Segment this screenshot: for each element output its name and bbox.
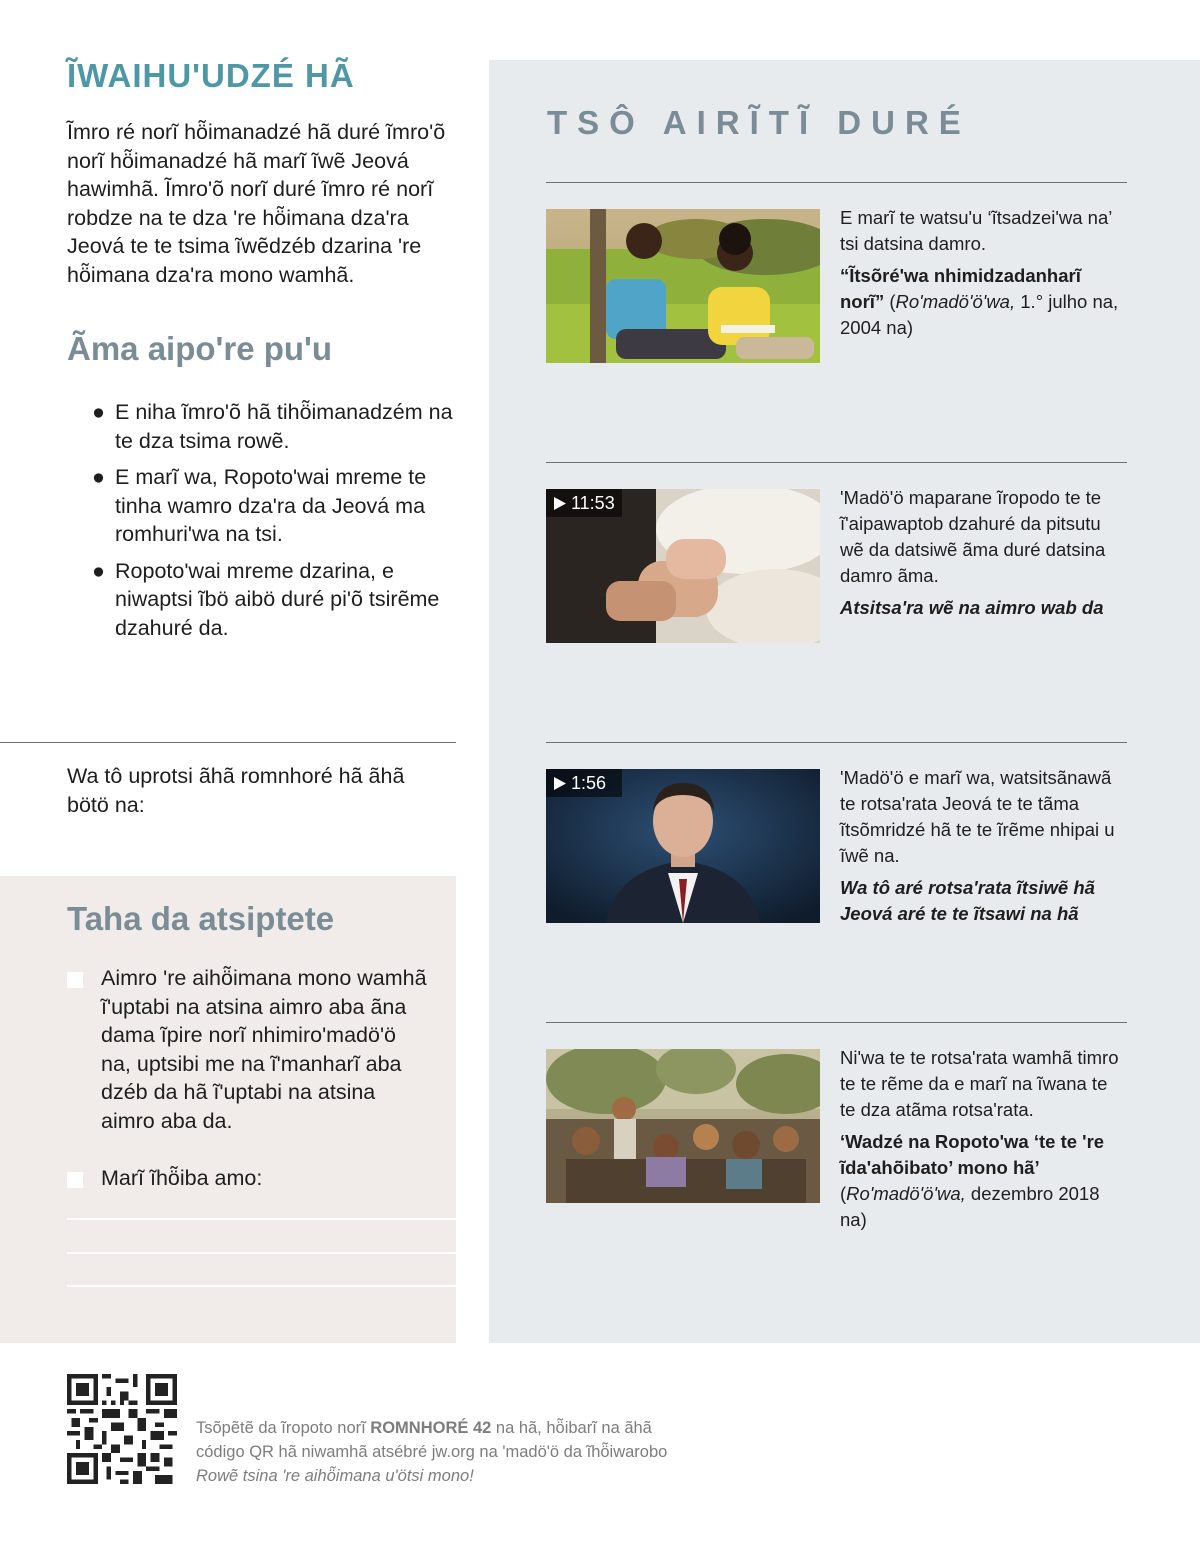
summary-text: Ĩmro ré norĩ hö̃imanadzé hã duré ĩmro'õ norĩ hö̃imanadzé hã marĩ ĩwẽ Jeová hawimhã. Ĩmro'õ norĩ duré ĩmro ré norĩ robdze na te dza 're hö̃imana dza'ra Jeová te te tsima ĩwẽdzéb dzarina 're hö̃imana dza'ra mono wamhã. [67,120,446,287]
review-list [90,398,460,650]
couple-reading-bible-image[interactable] [546,209,820,363]
explore-item-text [840,765,1125,927]
review-item: ● E niha ĩmro'õ hã tihö̃imanadzém na te dza tsima rowẽ. [92,400,453,453]
duration-badge [546,769,622,797]
writing-line[interactable] [67,1252,456,1254]
explore-title: TSÔ AIRĨTĨ DURÉ [547,104,971,141]
review-item: ● E marĩ wa, Ropoto'wai mreme te tinha wamro dza'ra da Jeová ma romhuri'wa na tsi. [92,465,427,546]
divider [546,742,1127,743]
explore-item-text [840,205,1125,341]
play-icon [554,497,566,510]
task-text: Aimro 're aihö̃imana mono wamhã ĩ'uptabi na atsina aimro aba ãna dama ĩpire norĩ nhimiro'madö'ö na, uptsibi me na ĩ'manharĩ aba dzéb da hã ĩ'uptabi na atsina aimro aba da. [101,966,427,1133]
item-description: 'Madö'ö e marĩ wa, watsitsãnawã te rotsa'rata Jeová te te tãma ĩtsõmridzé hã te te ĩrẽme nhipai u ĩwẽ na. [840,767,1115,866]
divider [546,182,1127,183]
article-reference[interactable]: “Ĩtsõré'wa nhimidzadanharĩ norĩ” (Ro'madö'ö'wa, 1.° julho na, 2004 na) [840,265,1119,338]
explore-panel [489,60,1200,1343]
video-thumbnail[interactable] [546,489,820,643]
question-text: Wa tô uprotsi ãhã romnhoré hã ãhã bötö na: [67,764,405,817]
explore-item-text [840,1045,1125,1233]
duration-badge [546,489,622,517]
article-reference[interactable]: ‘Wadzé na Ropoto'wa ‘te te 're ĩda'ahö̃ibato’ mono hã’ (Ro'madö'ö'wa, dezembro 2018 na) [840,1131,1105,1230]
video-title[interactable]: Wa tô aré rotsa'rata ĩtsiwẽ hã Jeová aré te te ĩtsawi na hã [840,877,1095,924]
summary-title: ĨWAIHU'UDZÉ HÃ [67,57,355,94]
task-item [67,964,427,1135]
bullet-icon: ● [92,465,105,489]
footer-text: Tsõpẽtẽ da ĩropoto norĩ ROMNHORÉ 42 na hã, hö̃ibarĩ na ãhã código QR hã niwamhã atsébré jw.org na 'madö'ö da ĩhö̃iwarobo Rowẽ tsina 're aihö̃imana u'ötsi mono! [196,1419,668,1485]
video-duration: 1:56 [571,773,607,793]
bullet-icon: ● [92,558,105,583]
divider [0,742,456,743]
photo-illustration [546,209,820,363]
divider [546,1022,1127,1023]
divider [546,462,1127,463]
checkbox[interactable] [67,972,83,988]
video-duration: 11:53 [571,493,615,513]
task-item [67,1164,427,1193]
bullet-icon: ● [92,400,105,424]
tasks-title: Taha da atsiptete [67,900,335,937]
explore-item-text [840,485,1125,621]
qr-code-icon[interactable] [67,1374,177,1484]
video-thumbnail[interactable] [546,769,820,923]
photo-illustration [546,1049,820,1203]
play-icon [554,777,566,790]
video-title[interactable]: Atsitsa'ra wẽ na aimro wab da [840,597,1104,618]
item-description: E marĩ te watsu'u ‘ĩtsadzei'wa na’ tsi datsina damro. [840,207,1112,254]
item-description: 'Madö'ö maparane ĩropodo te te ĩ'aipawaptob dzahuré da pitsutu wẽ da datsiwẽ ãma duré datsina damro ãma. [840,487,1106,586]
review-title: Ãma aipo're pu'u [67,330,333,367]
writing-line[interactable] [67,1285,456,1287]
jesus-teaching-crowd-image[interactable] [546,1049,820,1203]
task-text: Marĩ ĩhö̃iba amo: [101,1166,263,1190]
item-description: Ni'wa te te rotsa'rata wamhã timro te te rẽme da e marĩ na ĩwana te te dza atãma rotsa'rata. [840,1047,1119,1120]
checkbox[interactable] [67,1172,83,1188]
tasks-box [0,876,456,1343]
writing-line[interactable] [67,1218,456,1220]
review-item: ● Ropoto'wai mreme dzarina, e niwaptsi ĩbö aibö duré pi'õ tsirẽme dzahuré da. [92,558,440,640]
